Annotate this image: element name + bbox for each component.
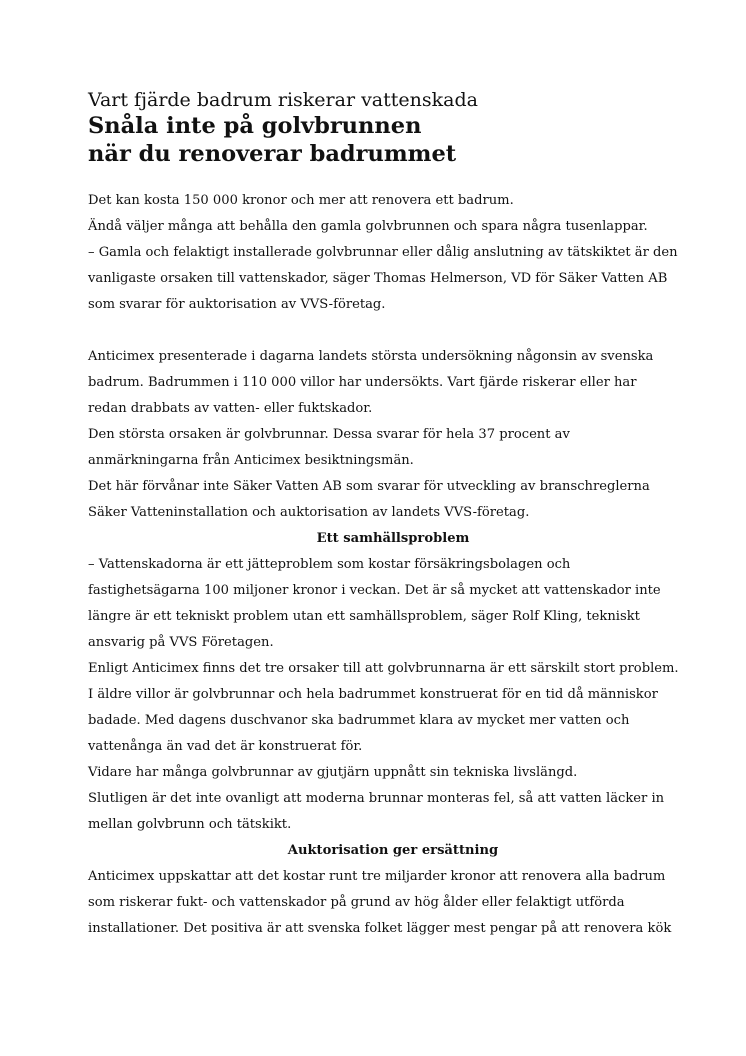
body-line: Anticimex uppskattar att det kostar runt tre miljarder kronor att renovera alla badrum [88, 869, 666, 884]
article-headline-line-2: när du renoverar badrummet [88, 141, 457, 167]
body-line: I äldre villor är golvbrunnar och hela badrummet konstruerat för en tid då människor [88, 687, 658, 702]
body-line: – Vattenskadorna är ett jätteproblem som kostar försäkringsbolagen och [88, 557, 571, 572]
body-line: – Gamla och felaktigt installerade golvbrunnar eller dålig anslutning av tätskiktet är den [88, 245, 678, 260]
body-line: vattenånga än vad det är konstruerat för. [88, 739, 363, 754]
subheading-societal-problem: Ett samhällsproblem [316, 531, 470, 546]
body-line: längre är ett tekniskt problem utan ett samhällsproblem, säger Rolf Kling, tekniskt [88, 609, 640, 624]
body-line: Den största orsaken är golvbrunnar. Dessa svarar för hela 37 procent av [88, 427, 570, 442]
subheading-authorisation: Auktorisation ger ersättning [287, 843, 499, 858]
body-line: Enligt Anticimex finns det tre orsaker till att golvbrunnarna är ett särskilt stort problem. [88, 661, 679, 676]
body-line: redan drabbats av vatten- eller fuktskador. [88, 401, 373, 416]
article [88, 88, 679, 942]
body-line: vanligaste orsaken till vattenskador, säger Thomas Helmerson, VD för Säker Vatten AB [88, 271, 668, 286]
body-line: mellan golvbrunn och tätskikt. [88, 817, 292, 832]
paragraph-societal-problem [88, 552, 679, 838]
paragraph-spacer [88, 318, 668, 344]
body-line: Säker Vatteninstallation och auktorisation av landets VVS-företag. [88, 505, 530, 520]
body-line: Det här förvånar inte Säker Vatten AB som svarar för utveckling av branschreglerna [88, 479, 650, 494]
body-line: Ändå väljer många att behålla den gamla golvbrunnen och spara några tusenlappar. [88, 219, 648, 234]
body-line: Anticimex presenterade i dagarna landets största undersökning någonsin av svenska [88, 349, 654, 364]
paragraph-intro [88, 188, 678, 318]
body-line: som svarar för auktorisation av VVS-företag. [88, 297, 386, 312]
body-line: installationer. Det positiva är att svenska folket lägger mest pengar på att renovera kök [88, 921, 672, 936]
body-line: Vidare har många golvbrunnar av gjutjärn uppnått sin tekniska livslängd. [88, 765, 578, 780]
body-line: badade. Med dagens duschvanor ska badrummet klara av mycket mer vatten och [88, 713, 630, 728]
body-line: badrum. Badrummen i 110 000 villor har undersökts. Vart fjärde riskerar eller har [88, 375, 637, 390]
paragraph-survey [88, 344, 668, 526]
paragraph-authorisation [88, 864, 672, 942]
body-line: som riskerar fukt- och vattenskador på grund av hög ålder eller felaktigt utförda [88, 895, 625, 910]
body-line: Det kan kosta 150 000 kronor och mer att renovera ett badrum. [88, 193, 514, 208]
article-kicker: Vart fjärde badrum riskerar vattenskada [88, 89, 478, 111]
article-body [88, 188, 679, 942]
article-headline-line-1: Snåla inte på golvbrunnen [88, 113, 422, 139]
body-line: ansvarig på VVS Företagen. [88, 635, 274, 650]
body-line: Slutligen är det inte ovanligt att moderna brunnar monteras fel, så att vatten läcker in [88, 791, 665, 806]
body-line: fastighetsägarna 100 miljoner kronor i veckan. Det är så mycket att vattenskador inte [88, 583, 661, 598]
body-line: anmärkningarna från Anticimex besiktningsmän. [88, 453, 414, 468]
